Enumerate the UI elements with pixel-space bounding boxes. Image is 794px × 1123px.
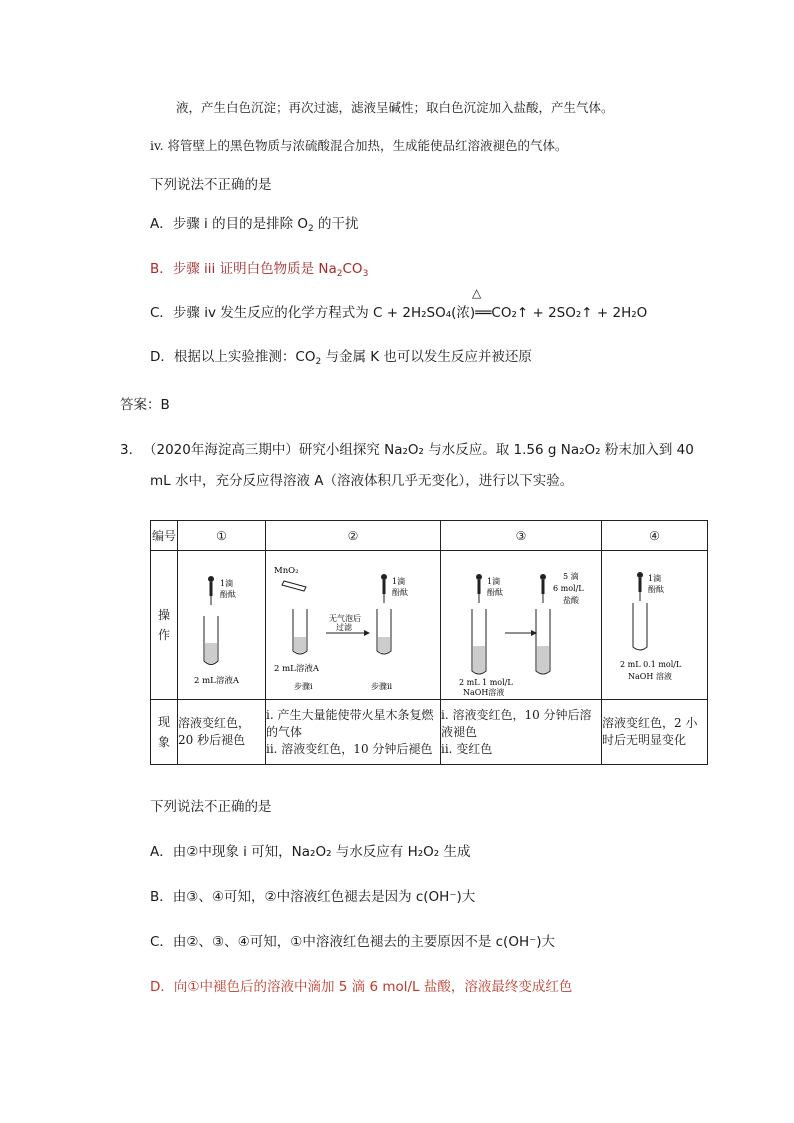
header-label: 编号 xyxy=(151,521,178,551)
exp2-mno2-label: MnO₂ xyxy=(274,566,299,576)
q3-stem: 下列说法不正确的是 xyxy=(150,799,272,815)
operation-exp-1 xyxy=(178,551,266,700)
q3-option-b: B．由③、④可知，②中溶液红色褪去是因为 c(OH⁻)大 xyxy=(150,889,476,905)
phenomenon-exp-3-ii: ii. 变红色 xyxy=(441,741,493,756)
experiment-table xyxy=(150,520,708,765)
exp-4-diagram xyxy=(602,551,707,696)
exp4-drop-label: 1滴 xyxy=(648,574,662,583)
operation-exp-3 xyxy=(441,551,602,700)
exp-1-diagram xyxy=(178,551,265,696)
arrow-icon xyxy=(505,630,537,636)
q2-stem: 下列说法不正确的是 xyxy=(150,177,272,193)
dropper-icon xyxy=(476,574,482,603)
q2-option-d: D．根据以上实验推测：$CO_2$ 与金属 K 也可以发生反应并被还原 xyxy=(150,349,532,367)
exp-2-diagram xyxy=(266,551,440,696)
operation-label: 操 作 xyxy=(151,551,178,700)
exp2-step1-label: 步骤i xyxy=(294,682,313,691)
phenomenon-exp-2-i: i. 产生大量能使带火星木条复燃的气体 xyxy=(266,707,434,739)
q2-option-b: B．步骤 iii 证明白色物质是 $Na_2CO_3$ xyxy=(150,261,369,279)
exp2-nobubble-label: 无气泡后 xyxy=(329,614,361,623)
test-tube-icon xyxy=(633,603,647,650)
header-exp-2: ② xyxy=(266,521,441,551)
q3-stem-line-1: （2020年海淀高三期中）研究小组探究 Na₂O₂ 与水反应。取 1.56 g Na₂O₂ 粉末加入到 40 xyxy=(143,442,694,458)
q3-option-c: C．由②、③、④可知，①中溶液红色褪去的主要原因不是 c(OH⁻)大 xyxy=(150,934,555,950)
exp3-conc-label: 6 mol/L xyxy=(553,584,584,593)
exp1-drop-label: 1滴 xyxy=(220,579,234,588)
q3-option-a: A．由②中现象 i 可知，Na₂O₂ 与水反应有 H₂O₂ 生成 xyxy=(150,844,471,860)
dropper-icon xyxy=(637,572,643,601)
phenomenon-exp-2-ii: ii. 溶液变红色，10 分钟后褪色 xyxy=(266,741,433,756)
exp-3-diagram xyxy=(441,551,601,696)
exp3-solution-conc-label: 2 mL 1 mol/L xyxy=(459,678,513,687)
exp2-filter-label: 过滤 xyxy=(336,623,352,632)
q3-option-d: D．向①中褪色后的溶液中滴加 5 滴 6 mol/L 盐酸，溶液最终变成红色 xyxy=(150,979,573,995)
q2-answer: 答案：B xyxy=(120,397,170,413)
exp1-solution-label: 2 mL溶液A xyxy=(194,676,239,686)
operation-row xyxy=(151,551,708,700)
exp2-solution-label: 2 mL溶液A xyxy=(274,664,319,674)
exp2-step2-label: 步骤ii xyxy=(371,682,393,691)
table-header-row xyxy=(151,521,708,551)
phenomenon-exp-1: 溶液变红色，20 秒后褪色 xyxy=(178,700,266,765)
test-tube-icon xyxy=(377,609,391,654)
header-exp-4: ④ xyxy=(602,521,708,551)
exp3-five-drops-label: 5 滴 xyxy=(563,572,579,581)
exp2-drop-label: 1滴 xyxy=(392,577,406,586)
exp3-hcl-label: 盐酸 xyxy=(563,596,579,605)
spatula-icon xyxy=(282,581,306,591)
exp1-phenol-label: 酚酞 xyxy=(220,590,236,599)
exp2-phenol-label: 酚酞 xyxy=(392,588,408,597)
exp3-drop-label: 1滴 xyxy=(487,577,501,586)
q2-option-c: C．步骤 iv 发生反应的化学方程式为 C + 2H₂SO₄(浓)══CO₂↑ + 2SO₂↑ + 2H₂O xyxy=(150,305,648,321)
test-tube-icon xyxy=(293,609,307,654)
dropper-icon xyxy=(540,574,546,603)
test-tube-icon xyxy=(472,609,486,674)
phenomenon-exp-3-i: i. 溶液变红色，10 分钟后溶液褪色 xyxy=(441,707,592,739)
continuation-line-2: iv. 将管壁上的黑色物质与浓硫酸混合加热，生成能使品红溶液褪色的气体。 xyxy=(150,138,568,153)
phenomenon-row xyxy=(151,700,708,765)
q3-stem-line-2: mL 水中，充分反应得溶液 A（溶液体积几乎无变化），进行以下实验。 xyxy=(150,473,574,489)
phenomenon-exp-3 xyxy=(441,700,602,765)
exp3-solution-name-label: NaOH溶液 xyxy=(463,688,505,696)
phenomenon-exp-2 xyxy=(266,700,441,765)
test-tube-icon xyxy=(536,609,550,674)
dropper-icon xyxy=(208,576,214,605)
dropper-icon xyxy=(381,574,387,603)
operation-exp-2 xyxy=(266,551,441,700)
continuation-line-1: 液，产生白色沉淀；再次过滤，滤液呈碱性；取白色沉淀加入盐酸，产生气体。 xyxy=(176,100,614,115)
test-tube-icon xyxy=(204,616,218,665)
q3-number: 3. xyxy=(120,442,133,458)
q2-option-a: A．步骤 i 的目的是排除 $O_2$ 的干扰 xyxy=(150,216,359,234)
exp3-phenol-label: 酚酞 xyxy=(487,588,503,597)
phenomenon-exp-4: 溶液变红色，2 小时后无明显变化 xyxy=(602,700,708,765)
exp4-solution-name-label: NaOH 溶液 xyxy=(628,672,672,681)
header-exp-1: ① xyxy=(178,521,266,551)
operation-exp-4 xyxy=(602,551,708,700)
exp4-phenol-label: 酚酞 xyxy=(648,585,664,594)
header-exp-3: ③ xyxy=(441,521,602,551)
exp4-solution-conc-label: 2 mL 0.1 mol/L xyxy=(620,660,682,669)
phenomenon-label: 现 象 xyxy=(151,700,178,765)
heat-delta-symbol: △ xyxy=(472,286,482,300)
